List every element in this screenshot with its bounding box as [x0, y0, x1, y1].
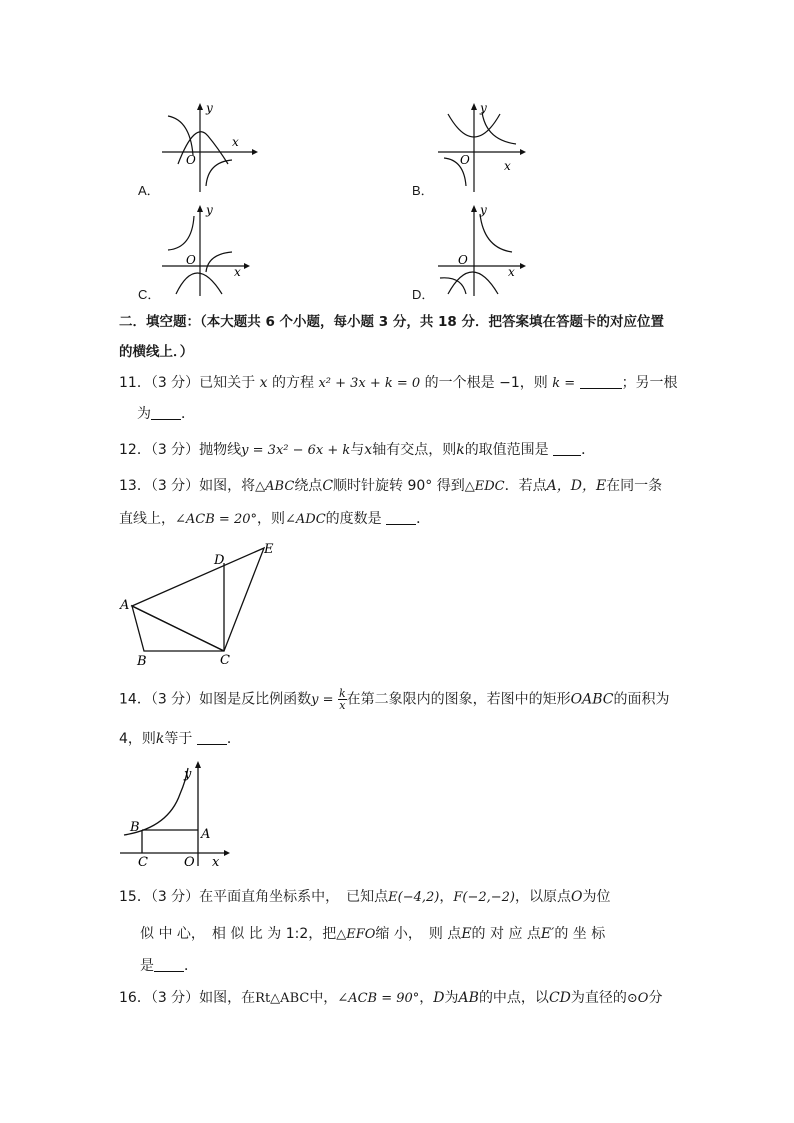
- origin-label: O: [460, 153, 470, 167]
- question-13: 13．（3 分）如图，将△ABC绕点C顺时针旋转 90° 得到△EDC．若点A，D，E在同一条: [119, 478, 663, 494]
- question-15: 15．（3 分）在平面直角坐标系中， 已知点E(−4,2)，F(−2,−2)，以原点O为位: [119, 889, 611, 905]
- x-axis-label: x: [234, 265, 241, 279]
- point-c-label: C: [138, 855, 148, 870]
- option-b-label: B．: [412, 183, 434, 198]
- x-axis-label: x: [232, 135, 239, 149]
- y-axis-label: y: [184, 767, 192, 782]
- origin-label: O: [186, 253, 196, 267]
- question-14: 14．（3 分）如图是反比例函数y = $\frac{k}{x}$ 在第二象限内的图象，若图中的矩形OABC的面积为: [119, 687, 670, 712]
- question-11: 11．（3 分）已知关于 x 的方程 x² + 3x + k = 0 的一个根是 −1，则 k = ；另一根: [119, 375, 678, 391]
- question-15-cont2: 是 ．: [140, 958, 198, 974]
- origin-label: O: [184, 855, 195, 870]
- answer-blank[interactable]: [197, 730, 227, 745]
- point-b-label: B: [130, 820, 140, 835]
- question-14-cont: 4，则k等于 ．: [119, 731, 241, 747]
- y-axis-label: y: [206, 101, 213, 115]
- option-graph-a: [160, 100, 260, 195]
- section-heading-cont: 的横线上．）: [119, 344, 194, 360]
- y-axis-label: y: [206, 203, 213, 217]
- q13-figure: [112, 538, 284, 670]
- y-axis-label: y: [480, 203, 487, 217]
- x-axis-label: x: [212, 855, 220, 870]
- section-heading: 二．填空题：（本大题共 6 个小题，每小题 3 分，共 18 分．把答案填在答题卡的对应位置: [119, 314, 665, 330]
- option-d-label: D．: [412, 287, 435, 302]
- question-12: 12．（3 分）抛物线y = 3x² − 6x + k与x轴有交点，则k的取值范围是 ．: [119, 442, 596, 458]
- point-b-label: B: [137, 654, 147, 669]
- question-16: 16．（3 分）如图，在Rt△ABC中，∠ACB = 90°，D为AB的中点，以CD为直径的⊙O分: [119, 990, 663, 1006]
- option-graph-b: [436, 100, 536, 195]
- answer-blank[interactable]: [386, 510, 416, 525]
- answer-blank[interactable]: [154, 957, 184, 972]
- point-c-label: C: [220, 653, 230, 668]
- point-e-label: E: [264, 542, 274, 557]
- origin-label: O: [186, 153, 196, 167]
- option-graph-c: [160, 202, 260, 297]
- question-11-cont: 为 ．: [137, 406, 195, 422]
- point-a-label: A: [120, 598, 130, 613]
- question-15-cont: 似 中 心， 相 似 比 为 1:2，把△EFO缩 小， 则 点E的 对 应 点E′的 坐 标: [140, 926, 606, 942]
- origin-label: O: [458, 253, 468, 267]
- q14-figure: [112, 758, 242, 870]
- question-13-cont: 直线上，∠ACB = 20°，则∠ADC的度数是 ．: [119, 511, 431, 527]
- point-a-label: A: [201, 827, 211, 842]
- y-axis-label: y: [480, 101, 487, 115]
- x-axis-label: x: [508, 265, 515, 279]
- x-axis-label: x: [504, 159, 511, 173]
- option-c-label: C．: [138, 287, 161, 302]
- point-d-label: D: [214, 553, 225, 568]
- fraction-k-over-x: $\frac{k}{x}$: [339, 687, 346, 712]
- option-graph-d: [436, 202, 536, 297]
- option-a-label: A．: [138, 183, 160, 198]
- answer-blank[interactable]: [553, 441, 581, 456]
- answer-blank[interactable]: [580, 374, 622, 389]
- answer-blank[interactable]: [151, 405, 181, 420]
